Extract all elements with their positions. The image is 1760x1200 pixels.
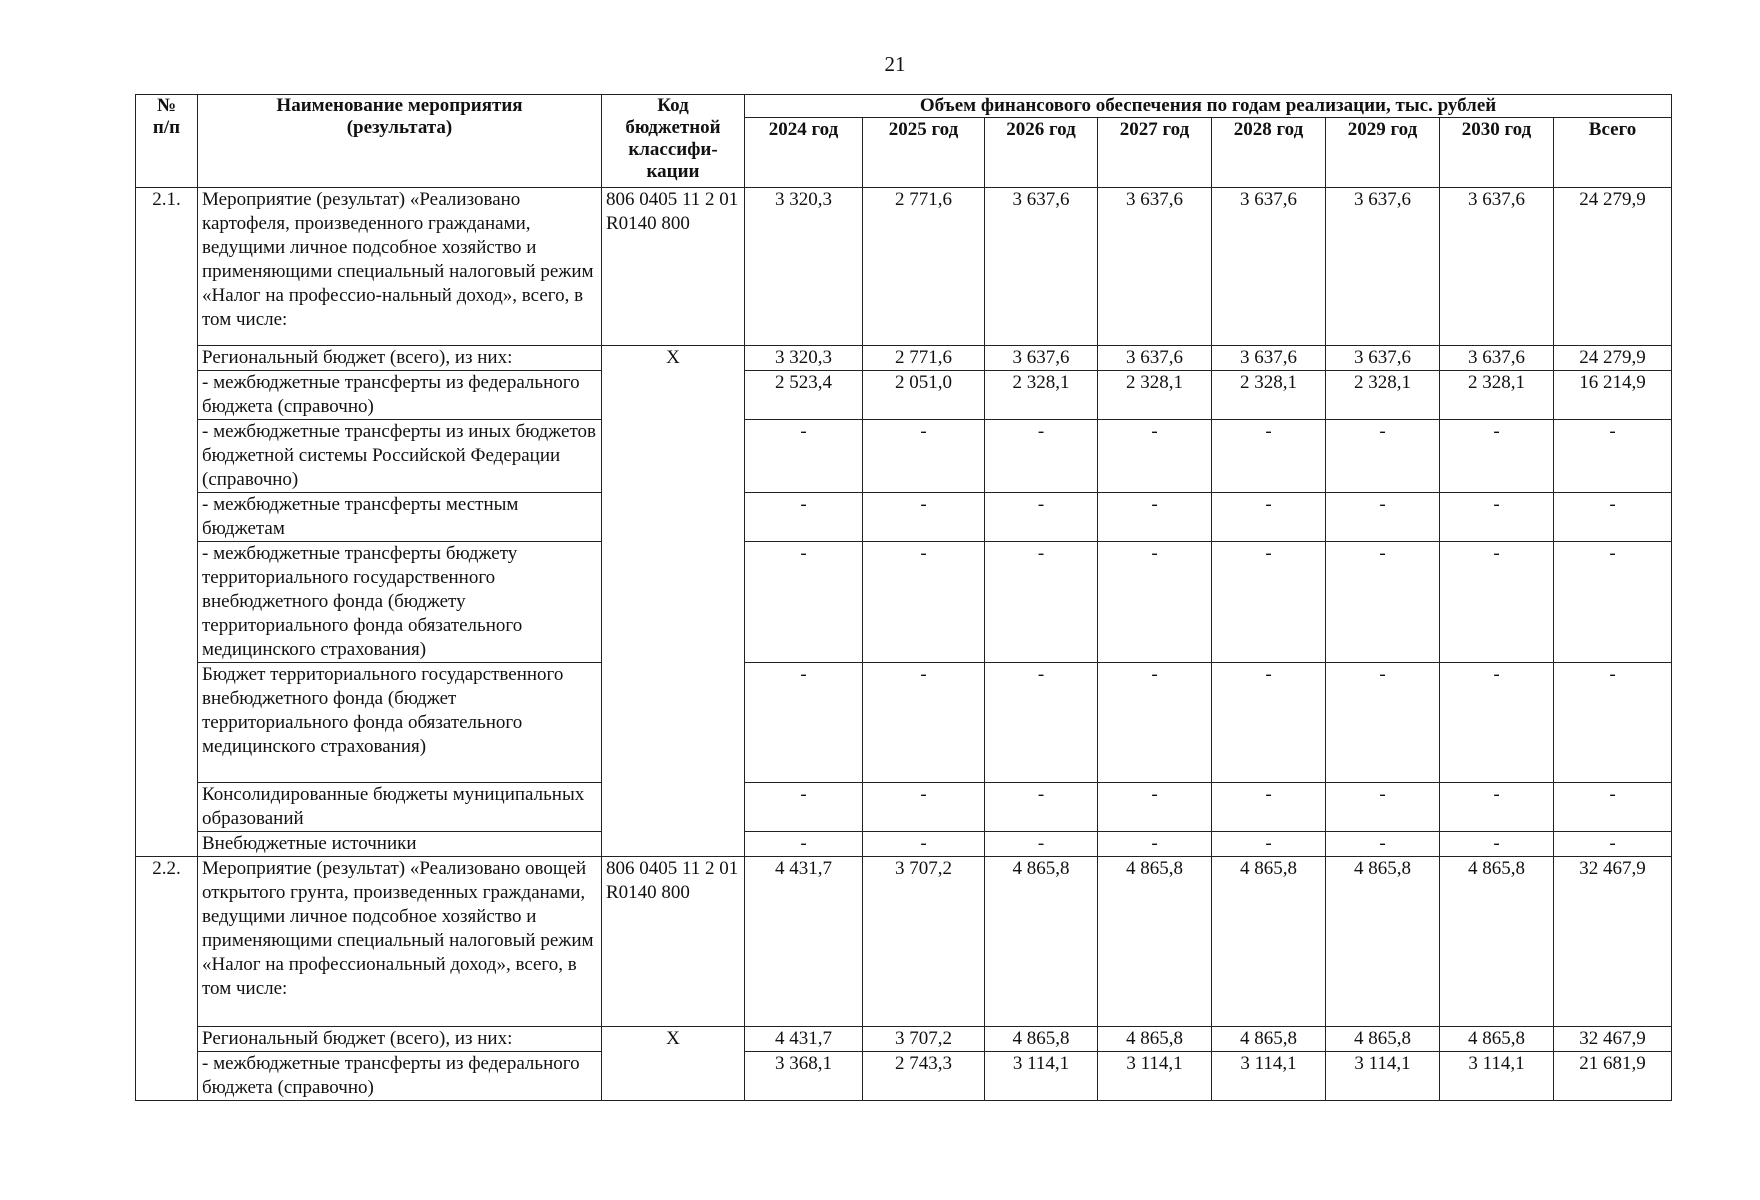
funding-source-name: Региональный бюджет (всего), из них:	[198, 346, 602, 371]
year-value: -	[1098, 783, 1212, 832]
header-year: 2029 год	[1326, 118, 1440, 188]
year-value: -	[1326, 542, 1440, 663]
table-row	[136, 1052, 1672, 1101]
year-value: -	[745, 493, 863, 542]
year-value: 3 114,1	[1440, 1052, 1554, 1101]
year-value: 3 707,2	[863, 857, 985, 1027]
table-row	[136, 663, 1672, 783]
budget-code: 806 0405 11 2 01 R0140 800	[602, 188, 745, 346]
year-value: -	[745, 663, 863, 783]
year-value: -	[1098, 420, 1212, 493]
year-value: -	[985, 832, 1098, 857]
budget-code-na: Х	[602, 1027, 745, 1101]
year-value: 3 637,6	[1440, 346, 1554, 371]
year-value: 3 114,1	[1098, 1052, 1212, 1101]
year-value: 4 865,8	[1440, 1027, 1554, 1052]
year-value: -	[1440, 420, 1554, 493]
header-year: 2026 год	[985, 118, 1098, 188]
year-value: -	[745, 542, 863, 663]
year-value: 3 637,6	[1098, 346, 1212, 371]
year-value: -	[985, 663, 1098, 783]
year-value: 4 865,8	[1326, 1027, 1440, 1052]
year-value: 4 431,7	[745, 857, 863, 1027]
year-value: 3 707,2	[863, 1027, 985, 1052]
year-value: 4 865,8	[985, 1027, 1098, 1052]
year-value: -	[1212, 420, 1326, 493]
year-value: -	[1098, 493, 1212, 542]
activity-name: Мероприятие (результат) «Реализовано картофеля, произведенного гражданами, ведущими личное подсобное хозяйство и применяющими специальный налоговый режим «Налог на профессио-нальный доход», всего, в том числе:	[198, 188, 602, 346]
year-value: 2 328,1	[1326, 371, 1440, 420]
total-value: 32 467,9	[1554, 1027, 1672, 1052]
funding-source-name: - межбюджетные трансферты местным бюджетам	[198, 493, 602, 542]
total-value: 16 214,9	[1554, 371, 1672, 420]
year-value: -	[985, 542, 1098, 663]
year-value: 2 743,3	[863, 1052, 985, 1101]
header-year: 2027 год	[1098, 118, 1212, 188]
table-row	[136, 420, 1672, 493]
year-value: 2 328,1	[1440, 371, 1554, 420]
year-value: -	[1326, 832, 1440, 857]
table-row	[136, 493, 1672, 542]
year-value: -	[985, 420, 1098, 493]
header-num-text: № п/п	[152, 95, 181, 138]
table-row	[136, 832, 1672, 857]
year-value: -	[1212, 493, 1326, 542]
year-value: 3 637,6	[1326, 346, 1440, 371]
year-value: -	[1326, 420, 1440, 493]
year-value: 4 865,8	[1440, 857, 1554, 1027]
year-value: -	[745, 832, 863, 857]
activity-number: 2.1.	[136, 188, 198, 857]
year-value: 3 637,6	[985, 346, 1098, 371]
table-row	[136, 371, 1672, 420]
year-value: 2 328,1	[1212, 371, 1326, 420]
year-value: -	[863, 542, 985, 663]
financing-table	[135, 94, 1672, 1101]
year-value: 2 771,6	[863, 346, 985, 371]
year-value: -	[1098, 832, 1212, 857]
total-value: -	[1554, 542, 1672, 663]
year-value: 2 051,0	[863, 371, 985, 420]
total-value: -	[1554, 783, 1672, 832]
year-value: -	[1212, 663, 1326, 783]
year-value: 3 637,6	[985, 188, 1098, 346]
year-value: 4 865,8	[985, 857, 1098, 1027]
table-row	[136, 542, 1672, 663]
year-value: -	[1326, 663, 1440, 783]
table-row	[136, 1027, 1672, 1052]
budget-code-na: Х	[602, 346, 745, 857]
total-value: 32 467,9	[1554, 857, 1672, 1027]
year-value: 3 320,3	[745, 346, 863, 371]
page-number: 21	[884, 52, 906, 76]
funding-source-name: - межбюджетные трансферты из иных бюджетов бюджетной системы Российской Федерации (справочно)	[198, 420, 602, 493]
year-value: -	[985, 783, 1098, 832]
year-value: -	[1212, 783, 1326, 832]
year-value: -	[1326, 493, 1440, 542]
total-value: 24 279,9	[1554, 346, 1672, 371]
year-value: 3 637,6	[1098, 188, 1212, 346]
total-value: -	[1554, 663, 1672, 783]
funding-source-name: - межбюджетные трансферты бюджету территориального государственного внебюджетного фонда (бюджету территориального фонда обязательного медицинского страхования)	[198, 542, 602, 663]
header-year: 2025 год	[863, 118, 985, 188]
year-value: 4 431,7	[745, 1027, 863, 1052]
total-value: 21 681,9	[1554, 1052, 1672, 1101]
funding-source-name: Бюджет территориального государственного внебюджетного фонда (бюджет территориального фонда обязательного медицинского страхования)	[198, 663, 602, 783]
year-value: -	[1326, 783, 1440, 832]
header-funding-group: Объем финансового обеспечения по годам реализации, тыс. рублей	[745, 95, 1672, 118]
year-value: 3 637,6	[1212, 188, 1326, 346]
table-row	[136, 857, 1672, 1027]
year-value: -	[863, 493, 985, 542]
year-value: 3 114,1	[985, 1052, 1098, 1101]
year-value: -	[1212, 832, 1326, 857]
year-value: 2 328,1	[985, 371, 1098, 420]
year-value: 4 865,8	[1212, 1027, 1326, 1052]
year-value: -	[1440, 663, 1554, 783]
total-value: -	[1554, 493, 1672, 542]
year-value: -	[863, 420, 985, 493]
funding-source-name: - межбюджетные трансферты из федерального бюджета (справочно)	[198, 371, 602, 420]
year-value: 3 114,1	[1212, 1052, 1326, 1101]
budget-code: 806 0405 11 2 01 R0140 800	[602, 857, 745, 1027]
year-value: -	[1440, 783, 1554, 832]
year-value: 3 637,6	[1440, 188, 1554, 346]
year-value: -	[1098, 542, 1212, 663]
activity-number: 2.2.	[136, 857, 198, 1101]
funding-source-name: Консолидированные бюджеты муниципальных образований	[198, 783, 602, 832]
year-value: 3 637,6	[1326, 188, 1440, 346]
year-value: 4 865,8	[1326, 857, 1440, 1027]
header-year: 2030 год	[1440, 118, 1554, 188]
year-value: 4 865,8	[1098, 1027, 1212, 1052]
header-code-text: Код бюджетной классифи- кации	[625, 95, 721, 182]
table-row	[136, 783, 1672, 832]
table-row	[136, 346, 1672, 371]
funding-source-name: Внебюджетные источники	[198, 832, 602, 857]
funding-source-name: - межбюджетные трансферты из федерального бюджета (справочно)	[198, 1052, 602, 1101]
year-value: -	[1212, 542, 1326, 663]
total-value: -	[1554, 420, 1672, 493]
header-total: Всего	[1554, 118, 1672, 188]
year-value: 4 865,8	[1212, 857, 1326, 1027]
year-value: -	[985, 493, 1098, 542]
activity-name: Мероприятие (результат) «Реализовано овощей открытого грунта, произведенных гражданами, ведущими личное подсобное хозяйство и применяющими специальный налоговый режим «Налог на профессиональный доход», всего, в том числе:	[198, 857, 602, 1027]
header-code	[602, 95, 745, 188]
funding-source-name: Региональный бюджет (всего), из них:	[198, 1027, 602, 1052]
year-value: 3 320,3	[745, 188, 863, 346]
year-value: 2 523,4	[745, 371, 863, 420]
header-name	[198, 95, 602, 188]
year-value: 4 865,8	[1098, 857, 1212, 1027]
header-num	[136, 95, 198, 188]
year-value: -	[745, 783, 863, 832]
header-year: 2024 год	[745, 118, 863, 188]
header-year: 2028 год	[1212, 118, 1326, 188]
year-value: -	[745, 420, 863, 493]
year-value: -	[863, 663, 985, 783]
year-value: -	[1440, 832, 1554, 857]
year-value: -	[1098, 663, 1212, 783]
year-value: -	[863, 832, 985, 857]
year-value: 3 637,6	[1212, 346, 1326, 371]
year-value: -	[1440, 493, 1554, 542]
year-value: -	[1440, 542, 1554, 663]
year-value: 2 771,6	[863, 188, 985, 346]
year-value: 3 368,1	[745, 1052, 863, 1101]
table-row	[136, 188, 1672, 346]
total-value: 24 279,9	[1554, 188, 1672, 346]
year-value: -	[863, 783, 985, 832]
year-value: 2 328,1	[1098, 371, 1212, 420]
total-value: -	[1554, 832, 1672, 857]
year-value: 3 114,1	[1326, 1052, 1440, 1101]
header-name-text: Наименование мероприятия (результата)	[276, 95, 523, 138]
